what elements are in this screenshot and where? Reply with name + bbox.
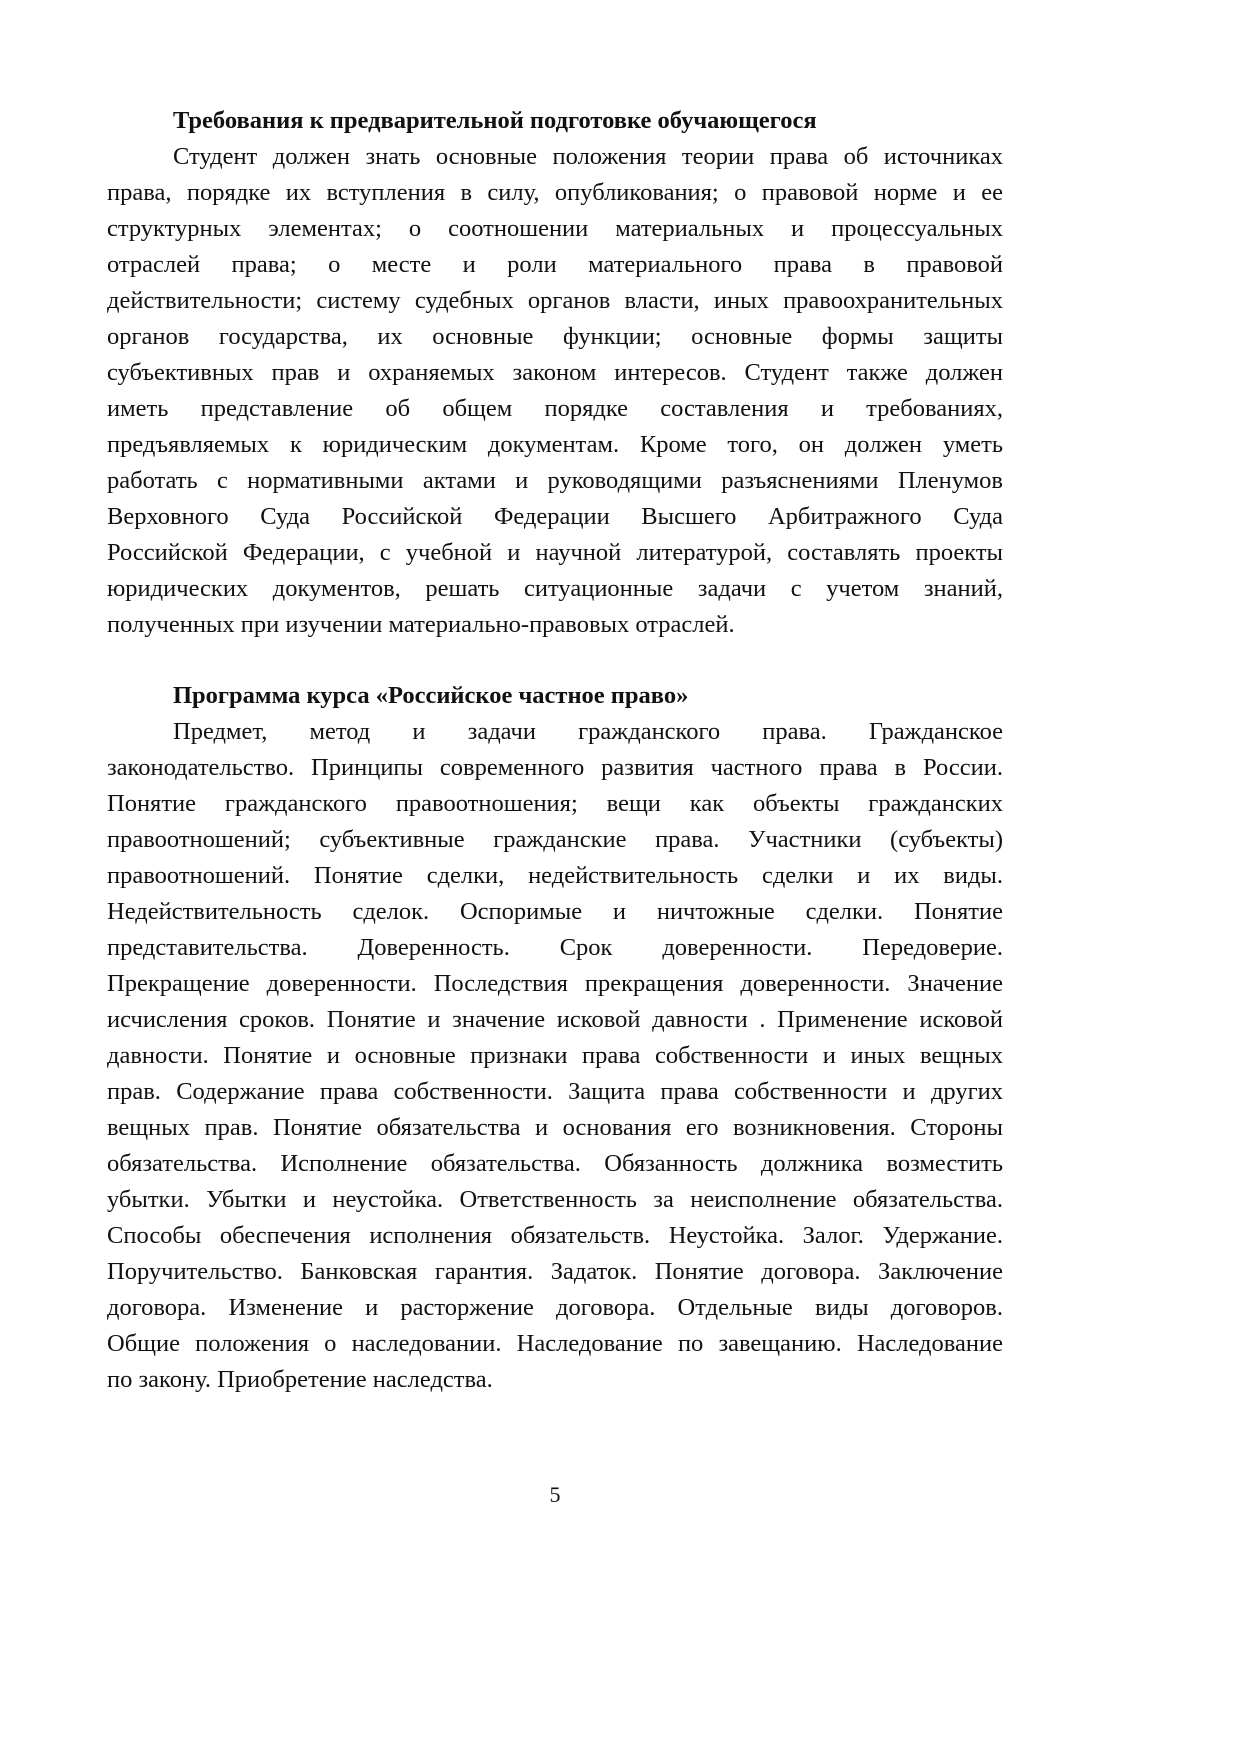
section-prerequisites [107, 103, 1003, 643]
text-line: права, порядке их вступления в силу, опубликования; о правовой норме и ее [107, 179, 1003, 206]
text-line: давности. Понятие и основные признаки права собственности и иных вещных [107, 1042, 1003, 1069]
text-line: правоотношений; субъективные гражданские права. Участники (субъекты) [107, 826, 1003, 853]
text-line: по закону. Приобретение наследства. [107, 1366, 493, 1393]
text-line: работать с нормативными актами и руководящими разъяснениями Пленумов [107, 467, 1003, 494]
text-line: вещных прав. Понятие обязательства и основания его возникновения. Стороны [107, 1114, 1003, 1141]
text-line: структурных элементах; о соотношении материальных и процессуальных [107, 215, 1003, 242]
text-line: договора. Изменение и расторжение договора. Отдельные виды договоров. [107, 1294, 1003, 1321]
text-line: Понятие гражданского правоотношения; вещи как объекты гражданских [107, 790, 1003, 817]
section-course-program [107, 678, 1003, 1398]
text-line: действительности; систему судебных органов власти, иных правоохранительных [107, 287, 1003, 314]
text-line: убытки. Убытки и неустойка. Ответственность за неисполнение обязательства. [107, 1186, 1003, 1213]
text-line: Поручительство. Банковская гарантия. Задаток. Понятие договора. Заключение [107, 1258, 1003, 1285]
text-line: Общие положения о наследовании. Наследование по завещанию. Наследование [107, 1330, 1003, 1357]
text-line: Верховного Суда Российской Федерации Высшего Арбитражного Суда [107, 503, 1003, 530]
text-line: Студент должен знать основные положения теории права об источниках [173, 143, 1003, 170]
text-line: органов государства, их основные функции; основные формы защиты [107, 323, 1003, 350]
text-line: отраслей права; о месте и роли материального права в правовой [107, 251, 1003, 278]
text-line: иметь представление об общем порядке составления и требованиях, [107, 395, 1003, 422]
text-line: предъявляемых к юридическим документам. Кроме того, он должен уметь [107, 431, 1003, 458]
text-line: правоотношений. Понятие сделки, недействительность сделки и их виды. [107, 862, 1003, 889]
text-line: Недействительность сделок. Оспоримые и ничтожные сделки. Понятие [107, 898, 1003, 925]
text-line: полученных при изучении материально-правовых отраслей. [107, 611, 735, 638]
text-line: обязательства. Исполнение обязательства. Обязанность должника возместить [107, 1150, 1003, 1177]
text-line: Прекращение доверенности. Последствия прекращения доверенности. Значение [107, 970, 1003, 997]
text-line: прав. Содержание права собственности. Защита права собственности и других [107, 1078, 1003, 1105]
text-line: Российской Федерации, с учебной и научной литературой, составлять проекты [107, 539, 1003, 566]
text-line: Предмет, метод и задачи гражданского права. Гражданское [173, 718, 1003, 745]
text-line: законодательство. Принципы современного развития частного права в России. [107, 754, 1003, 781]
text-line: субъективных прав и охраняемых законом интересов. Студент также должен [107, 359, 1003, 386]
page-number: 5 [549, 1482, 561, 1507]
section-heading: Требования к предварительной подготовке обучающегося [173, 107, 817, 134]
section-heading: Программа курса «Российское частное право» [173, 682, 689, 709]
text-line: Способы обеспечения исполнения обязательств. Неустойка. Залог. Удержание. [107, 1222, 1003, 1249]
text-line: представительства. Доверенность. Срок доверенности. Передоверие. [107, 934, 1003, 961]
text-line: исчисления сроков. Понятие и значение исковой давности . Применение исковой [107, 1006, 1003, 1033]
text-line: юридических документов, решать ситуационные задачи с учетом знаний, [107, 575, 1003, 602]
